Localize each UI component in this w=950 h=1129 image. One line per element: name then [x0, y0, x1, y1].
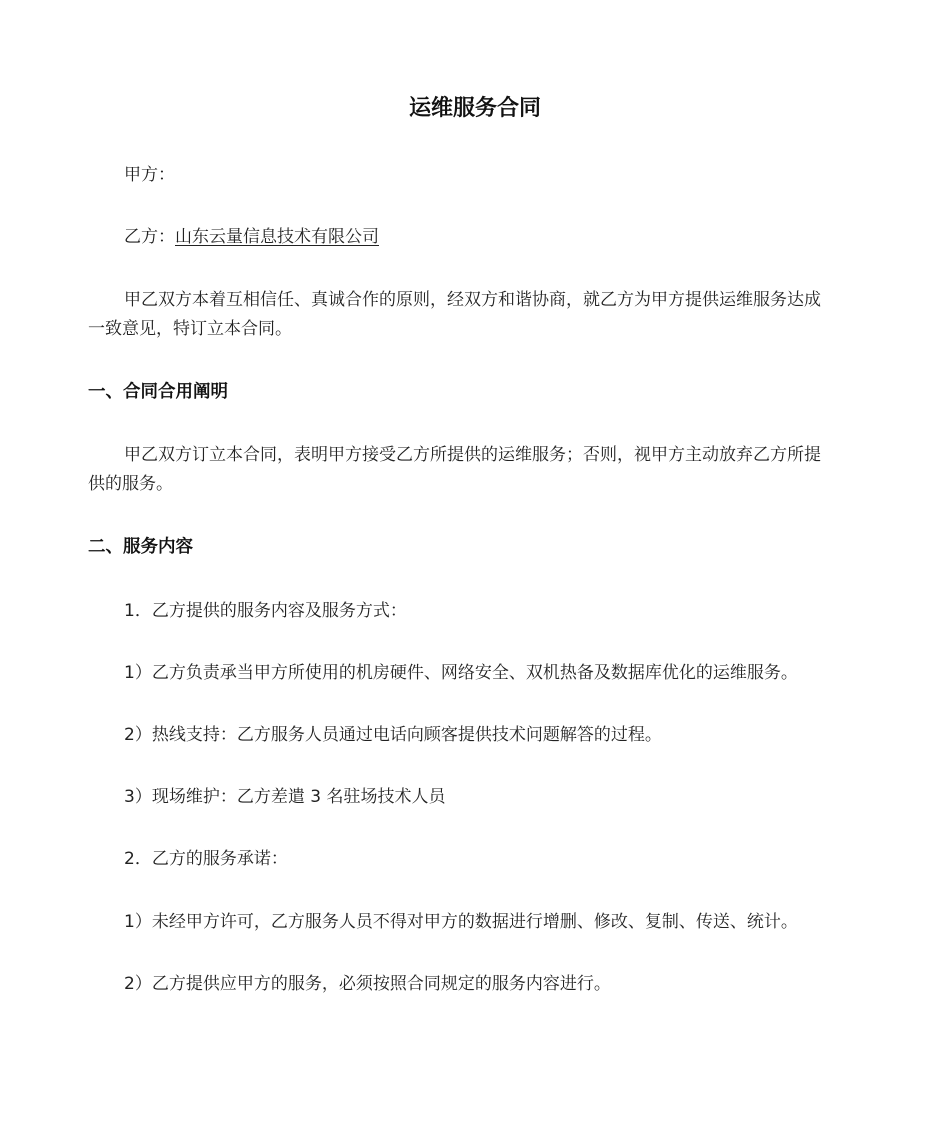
page-title: 运维服务合同 [408, 96, 541, 121]
intro-paragraph-line1: 甲乙双方本着互相信任、真诚合作的原则，经双方和谐协商，就乙方为甲方提供运维服务达成 [124, 290, 821, 310]
service-item-1-2: 2）热线支持：乙方服务人员通过电话向顾客提供技术问题解答的过程。 [124, 725, 662, 745]
section1-heading: 一、合同合用阐明 [88, 382, 228, 402]
service-item-1-3: 3）现场维护：乙方差遣 3 名驻场技术人员 [124, 787, 446, 807]
party-a-line [124, 160, 878, 191]
service-item-1: 1．乙方提供的服务内容及服务方式： [124, 601, 407, 621]
service-item-2: 2．乙方的服务承诺： [124, 849, 288, 869]
intro-paragraph-line2: 一致意见，特订立本合同。 [88, 319, 292, 339]
section1-paragraph-line2: 供的服务。 [88, 474, 173, 494]
service-item-2-2: 2）乙方提供应甲方的服务，必须按照合同规定的服务内容进行。 [124, 974, 611, 994]
party-a-label: 甲方： [124, 165, 175, 185]
party-b-name: 山东云量信息技术有限公司 [175, 227, 379, 247]
section2-heading: 二、服务内容 [88, 537, 193, 557]
service-item-2-1: 1）未经甲方许可，乙方服务人员不得对甲方的数据进行增删、修改、复制、传送、统计。 [124, 912, 798, 932]
section1-paragraph-line1: 甲乙双方订立本合同，表明甲方接受乙方所提供的运维服务；否则，视甲方主动放弃乙方所提 [124, 445, 821, 465]
party-b-label: 乙方： [124, 227, 175, 247]
service-item-1-1: 1）乙方负责承当甲方所使用的机房硬件、网络安全、双机热备及数据库优化的运维服务。 [124, 663, 798, 683]
party-b-line [124, 222, 878, 253]
